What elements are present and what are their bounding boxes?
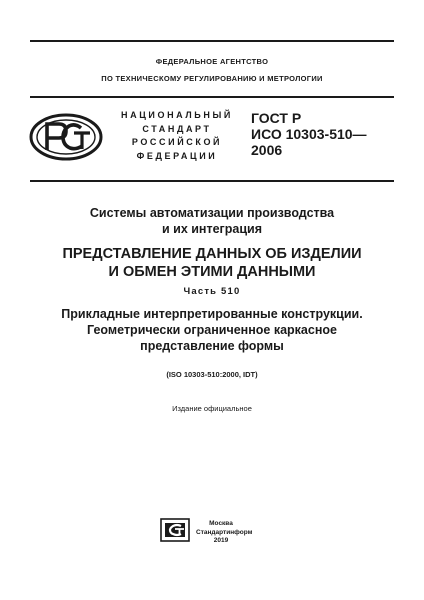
designation-line: 2006 [251,142,283,158]
standard-designation [251,110,367,158]
standard-type-line: ФЕДЕРАЦИИ [136,150,218,161]
designation-line: ИСО 10303-510— [251,126,367,142]
standard-type [112,109,242,163]
header-rule [30,96,394,98]
publisher-city: Москва [209,520,233,527]
designation-rule [30,180,394,182]
part-title-line: Прикладные интерпретированные конструкции. [61,307,363,321]
standard-type-line: НАЦИОНАЛЬНЫЙ [121,110,233,120]
publisher-year: 2019 [213,537,229,544]
iso-reference: (ISO 10303-510:2000, IDT) [166,370,258,379]
part-number: Часть 510 [183,286,241,297]
edition-label: Издание официальное [172,404,252,413]
gost-r-mark-icon [28,112,104,162]
part-title [0,306,424,354]
publisher-info [196,520,253,546]
publisher-name: Стандартинформ [196,528,253,536]
agency-line-1: ФЕДЕРАЛЬНОЕ АГЕНТСТВО [155,57,269,66]
main-title-line: ПРЕДСТАВЛЕНИЕ ДАННЫХ ОБ ИЗДЕЛИИ [62,246,362,262]
main-title [0,245,424,281]
series-title [0,205,424,237]
standard-type-line: РОССИЙСКОЙ [131,137,223,147]
agency-line-2: ПО ТЕХНИЧЕСКОМУ РЕГУЛИРОВАНИЮ И МЕТРОЛОГИИ [101,74,323,83]
part-title-line: Геометрически ограниченное каркасное [87,323,337,337]
part-title-line: представление формы [140,339,284,353]
top-rule [30,40,394,42]
series-title-line: Системы автоматизации производства [89,206,335,220]
series-title-line: и их интеграция [161,222,263,236]
main-title-line: И ОБМЕН ЭТИМИ ДАННЫМИ [108,264,316,280]
standard-type-line: СТАНДАРТ [142,123,212,134]
standartinform-logo-icon [160,518,190,542]
designation-line: ГОСТ Р [251,110,302,126]
